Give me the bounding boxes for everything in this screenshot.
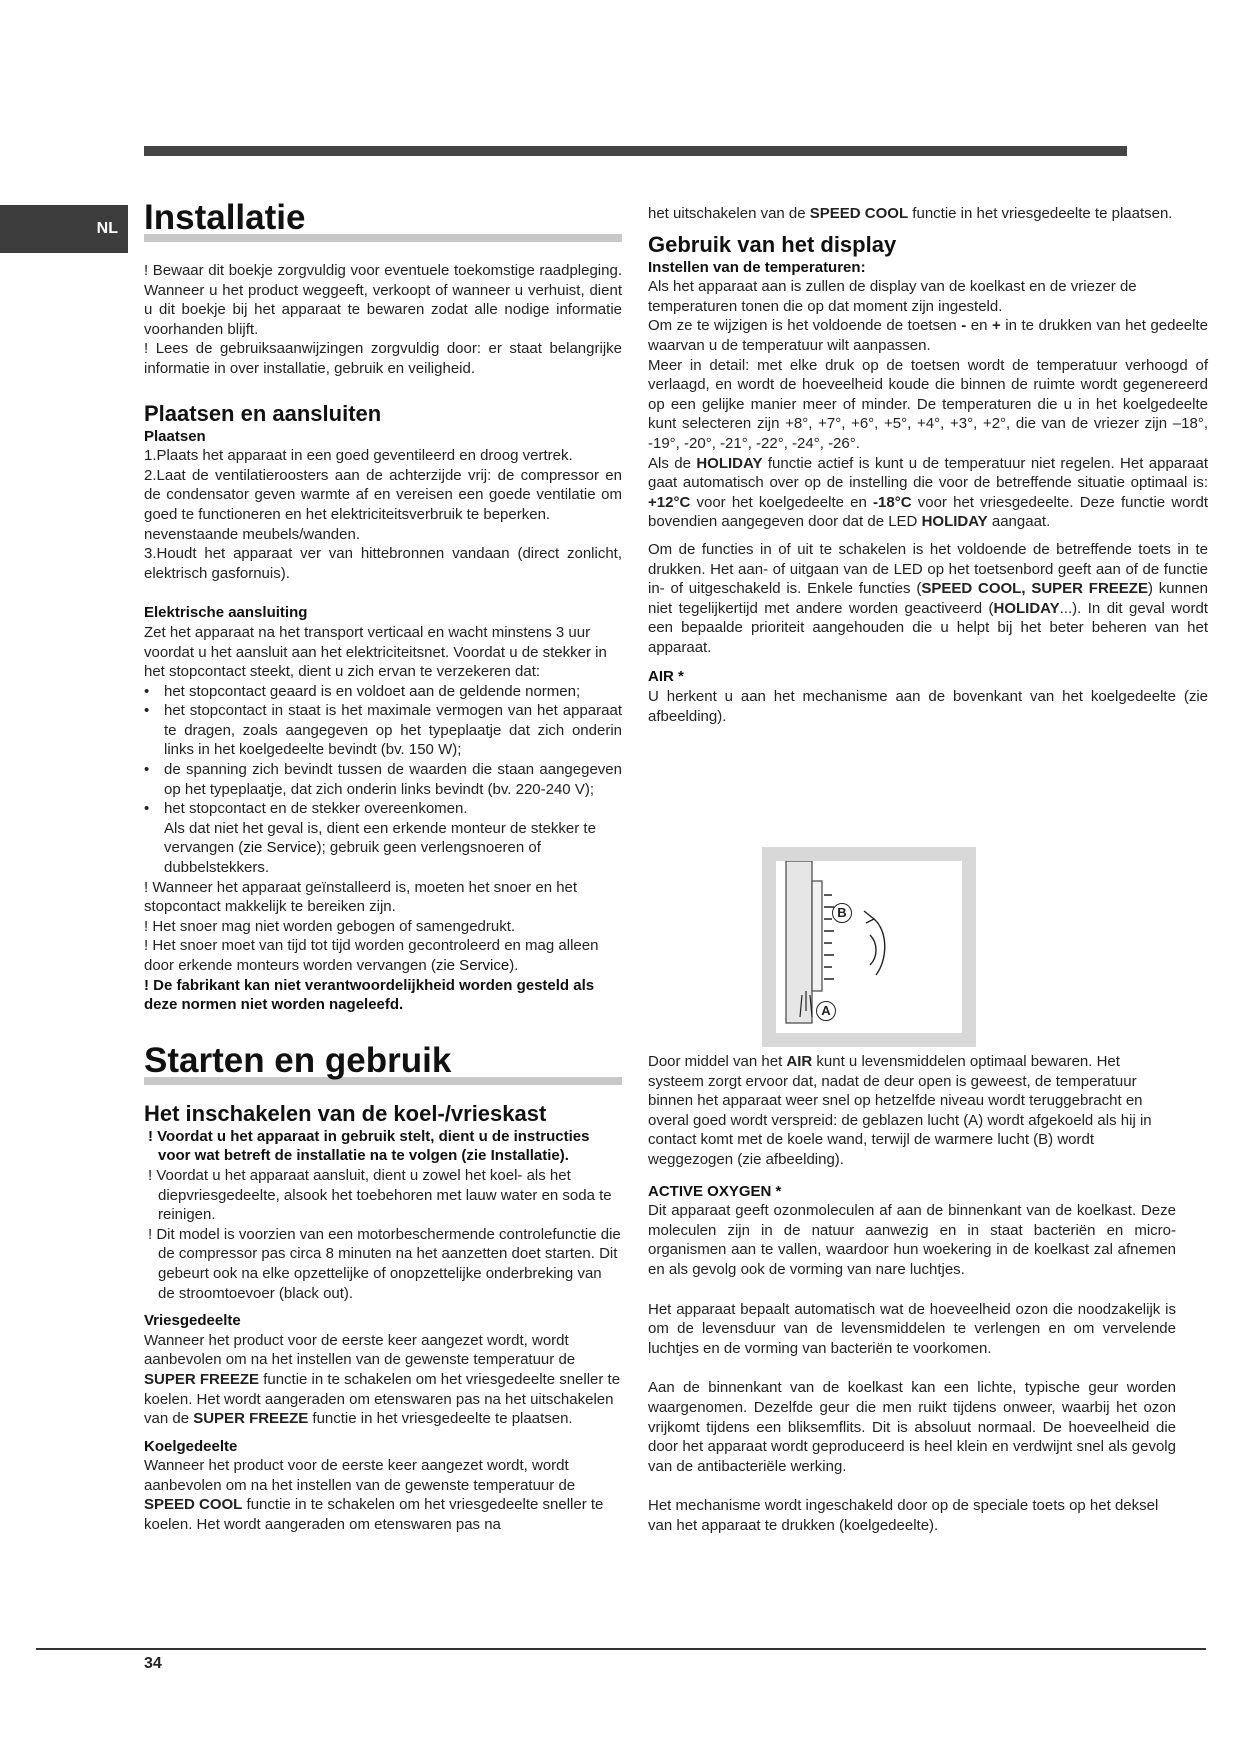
vriesgedeelte-text: Wanneer het product voor de eerste keer aangezet wordt, wordt aanbevolen om na het instellen van de gewenste temperatuur de SUPER FREEZE functie in te schakelen om het vriesgedeelte sneller te koelen. Het wordt aangeraden om etenswaren pas na het uitschakelen van de SUPER FREEZE functie in het vriesgedeelte te plaatsen. bbox=[144, 1331, 621, 1428]
temperature-text-3: Meer in detail: met elke druk op de toetsen wordt de temperatuur verhoogd of verlaagd, en wordt de hoeveelheid koude die binnen de ruimte wordt gegenereerd op een gelijke manier meer of minder. De temperaturen die u in het koelgedeelte kunt selecteren zijn +8°, +7°, +6°, +5°, +4°, +3°, +2°, die van de vriezer zijn –18°, -19°, -20°, -21°, -22°, -24°, -26°. bbox=[648, 356, 1208, 452]
temperature-subtitle: Instellen van de temperaturen: bbox=[648, 258, 866, 276]
koelgedeelte-text: Wanneer het product voor de eerste keer aangezet wordt, wordt aanbevolen om na het instellen van de gewenste temperatuur de SPEED COOL functie in te schakelen om het vriesgedeelte sneller te koelen. Het wordt aangeraden om etenswaren pas na bbox=[144, 1457, 604, 1534]
requirements-list bbox=[144, 682, 622, 819]
warning-4: ! De fabrikant kan niet verantwoordelijkheid worden gesteld als deze normen niet worden nageleefd. bbox=[144, 976, 595, 1014]
intro-paragraph-2: ! Lees de gebruiksaanwijzingen zorgvuldig door: er staat belangrijke informatie in over installatie, gebruik en veiligheid. bbox=[144, 340, 622, 377]
right-column bbox=[648, 204, 1208, 726]
plaatsen-step-2: 2.Laat de ventilatieroosters aan de achterzijde vrij: de compressor en de condensator geven warmte af en vereisen een goede ventilatie om goed te functioneren en het elektriciteitsverbruik te beperken. bbox=[144, 466, 622, 523]
left-column bbox=[144, 198, 622, 1535]
bottom-rule bbox=[36, 1648, 1206, 1650]
koelgedeelte-title: Koelgedeelte bbox=[144, 1437, 238, 1455]
label-a: A bbox=[816, 1001, 836, 1021]
service-ref: zie Service bbox=[243, 839, 317, 857]
list-item: • de spanning zich bevindt tussen de waarden die staan aangegeven op het typeplaatje, dat zich onderin links bevindt (bv. 220-240 V); bbox=[144, 760, 622, 799]
plaatsen-subtitle: Plaatsen bbox=[144, 427, 206, 445]
air-title: AIR * bbox=[648, 668, 684, 686]
active-oxygen-text-1: Dit apparaat geeft ozonmoleculen af aan de binnenkant van de koelkast. Deze moleculen zijn in de natuur aanwezig en in staat bacteriën en micro-organismen aan te vallen, waardoor hun woekering in de koelkast zal afnemen en als gevolg ook de vorming van nare luchtjes. bbox=[648, 1202, 1176, 1278]
plaatsen-step-2b: nevenstaande meubels/wanden. bbox=[144, 525, 360, 543]
functions-text: Om de functies in of uit te schakelen is het voldoende de betreffende toets in te drukken. Het aan- of uitgaan van de LED op het toetsenbord geeft aan of de functie in- of uitgeschakeld is. Enkele functies (SPEED COOL, SUPER FREEZE) kunnen niet tegelijkertijd met andere worden geactiveerd (HOLIDAY...). In dit geval wordt een bepaalde prioriteit aangehouden die u helpt bij het beter beheren van het apparaat. bbox=[648, 540, 1209, 656]
active-oxygen-text-4: Het mechanisme wordt ingeschakeld door op de speciale toets op het deksel van het apparaat te drukken (koelgedeelte). bbox=[648, 1497, 1159, 1534]
intro-paragraph: ! Bewaar dit boekje zorgvuldig voor eventuele toekomstige raadpleging. Wanneer u het product weggeeft, verkoopt of wanneer u verhuist, dient u dit boekje bij het apparaat te bewaren zodat alle nodige informatie voorhanden blijft. bbox=[144, 262, 622, 338]
list-item: • het stopcontact geaard is en voldoet aan de geldende normen; bbox=[144, 682, 622, 702]
page-number: 34 bbox=[144, 1655, 162, 1672]
temperature-text-2: Om ze te wijzigen is het voldoende de toetsen - en + in te drukken van het gedeelte waarvan u de temperatuur wilt aanpassen. bbox=[648, 317, 1208, 354]
list-item: • het stopcontact en de stekker overeenkomen. bbox=[144, 799, 622, 819]
inschakelen-note-1: ! Voordat u het apparaat in gebruik stelt, dient u de instructies voor wat betreft de installatie na te volgen (zie Installatie). bbox=[148, 1127, 590, 1165]
speedcool-continued: het uitschakelen van de SPEED COOL functie in het vriesgedeelte te plaatsen. bbox=[648, 205, 1173, 222]
plaatsen-title: Plaatsen en aansluiten bbox=[144, 400, 382, 426]
warning-2: ! Het snoer mag niet worden gebogen of samengedrukt. bbox=[144, 917, 516, 935]
display-title: Gebruik van het display bbox=[648, 231, 897, 257]
holiday-text: Als de HOLIDAY functie actief is kunt u de temperatuur niet regelen. Het apparaat gaat automatisch over op de instelling die voor de betreffende situatie optimaal is: +12°C voor het koelgedeelte en -18°C voor het vriesgedeelte. Deze functie wordt bovendien aangegeven door dat de LED HOLIDAY aangaat. bbox=[648, 454, 1209, 531]
air-text: U herkent u aan het mechanisme aan de bovenkant van het koelgedeelte (zie afbeelding). bbox=[648, 688, 1208, 725]
service-ref: zie Service bbox=[435, 957, 510, 974]
installatie-title: Installatie bbox=[144, 198, 306, 237]
active-oxygen-text-2: Het apparaat bepaalt automatisch wat de hoeveelheid ozon die noodzakelijk is om de levensduur van de levensmiddelen te verlengen en om vervelende luchtjes en de vorming van bacteriën te voorkomen. bbox=[648, 1300, 1176, 1357]
right-column-lower bbox=[648, 1052, 1176, 1535]
top-rule bbox=[144, 146, 1127, 156]
starten-title: Starten en gebruik bbox=[144, 1040, 452, 1080]
inschakelen-title: Het inschakelen van de koel-/vrieskast bbox=[144, 1100, 547, 1126]
inschakelen-note-2: ! Voordat u het apparaat aansluit, dient u zowel het koel- als het diepvriesgedeelte, alsook het toebehoren met lauw water en soda te reinigen. bbox=[148, 1166, 612, 1224]
air-description: Door middel van het AIR kunt u levensmiddelen optimaal bewaren. Het systeem zorgt ervoor dat, nadat de deur open is geweest, de temperatuur binnen het apparaat weer snel op hetzelfde niveau wordt teruggebracht en overal goed wordt verspreid: de geblazen lucht (A) wordt afgekoeld als hij in contact komt met de koele wand, terwijl de warmere lucht (B) wordt weggezogen (zie afbeelding). bbox=[648, 1053, 1152, 1168]
air-diagram bbox=[762, 847, 976, 1047]
active-oxygen-text-3: Aan de binnenkant van de koelkast kan een lichte, typische geur worden waargenomen. Dezelfde geur die men ruikt tijdens onweer, waarbij het ozon vrijkomt tijdens een bliksemflits. Dit is absoluut normaal. De hoeveelheid die door het apparaat wordt geproduceerd is heel klein en verdwijnt snel als gevolg van de antibacteriële werking. bbox=[648, 1379, 1176, 1475]
temperature-text-1: Als het apparaat aan is zullen de display van de koelkast en de vriezer de temperaturen tonen die op dat moment zijn ingesteld. bbox=[648, 278, 1137, 315]
list-item: • het stopcontact in staat is het maximale vermogen van het apparaat te dragen, zoals aangegeven op het typeplaatje dat zich onderin links in het koelgedeelte bevindt (bv. 150 W); bbox=[144, 701, 622, 760]
elektrische-title: Elektrische aansluiting bbox=[144, 604, 308, 622]
plug-note: Als dat niet het geval is, dient een erkende monteur de stekker te vervangen (zie Service); gebruik geen verlengsnoeren of dubbelstekkers. bbox=[164, 819, 596, 877]
warning-3: ! Het snoer moet van tijd tot tijd worden gecontroleerd en mag alleen door erkende monteurs worden vervangen (zie Service). bbox=[144, 937, 599, 974]
label-b: B bbox=[832, 903, 852, 923]
plaatsen-step-1: 1.Plaats het apparaat in een goed geventileerd en droog vertrek. bbox=[144, 447, 573, 465]
inschakelen-note-3: ! Dit model is voorzien van een motorbeschermende controlefunctie die de compressor pas circa 8 minuten na het aanzetten doet starten. Dit gebeurt ook na elke opzettelijke of onopzettelijke onderbreking van de stroomtoevoer (black out). bbox=[148, 1225, 621, 1302]
language-tab: NL bbox=[0, 205, 128, 253]
warning-1: ! Wanneer het apparaat geïnstalleerd is, moeten het snoer en het stopcontact makkelijk te bereiken zijn. bbox=[144, 878, 578, 916]
active-oxygen-title: ACTIVE OXYGEN * bbox=[648, 1182, 782, 1200]
vriesgedeelte-title: Vriesgedeelte bbox=[144, 1312, 241, 1330]
fridge-air-illustration bbox=[776, 861, 962, 1033]
plaatsen-step-3: 3.Houdt het apparaat ver van hittebronnen vandaan (direct zonlicht, elektrisch gasfornuis). bbox=[144, 545, 622, 582]
elektrische-text: Zet het apparaat na het transport verticaal en wacht minstens 3 uur voordat u het aansluit aan het elektriciteitsnet. Voordat u de stekker in het stopcontact steekt, dient u zich ervan te verzekeren dat: bbox=[144, 623, 607, 681]
